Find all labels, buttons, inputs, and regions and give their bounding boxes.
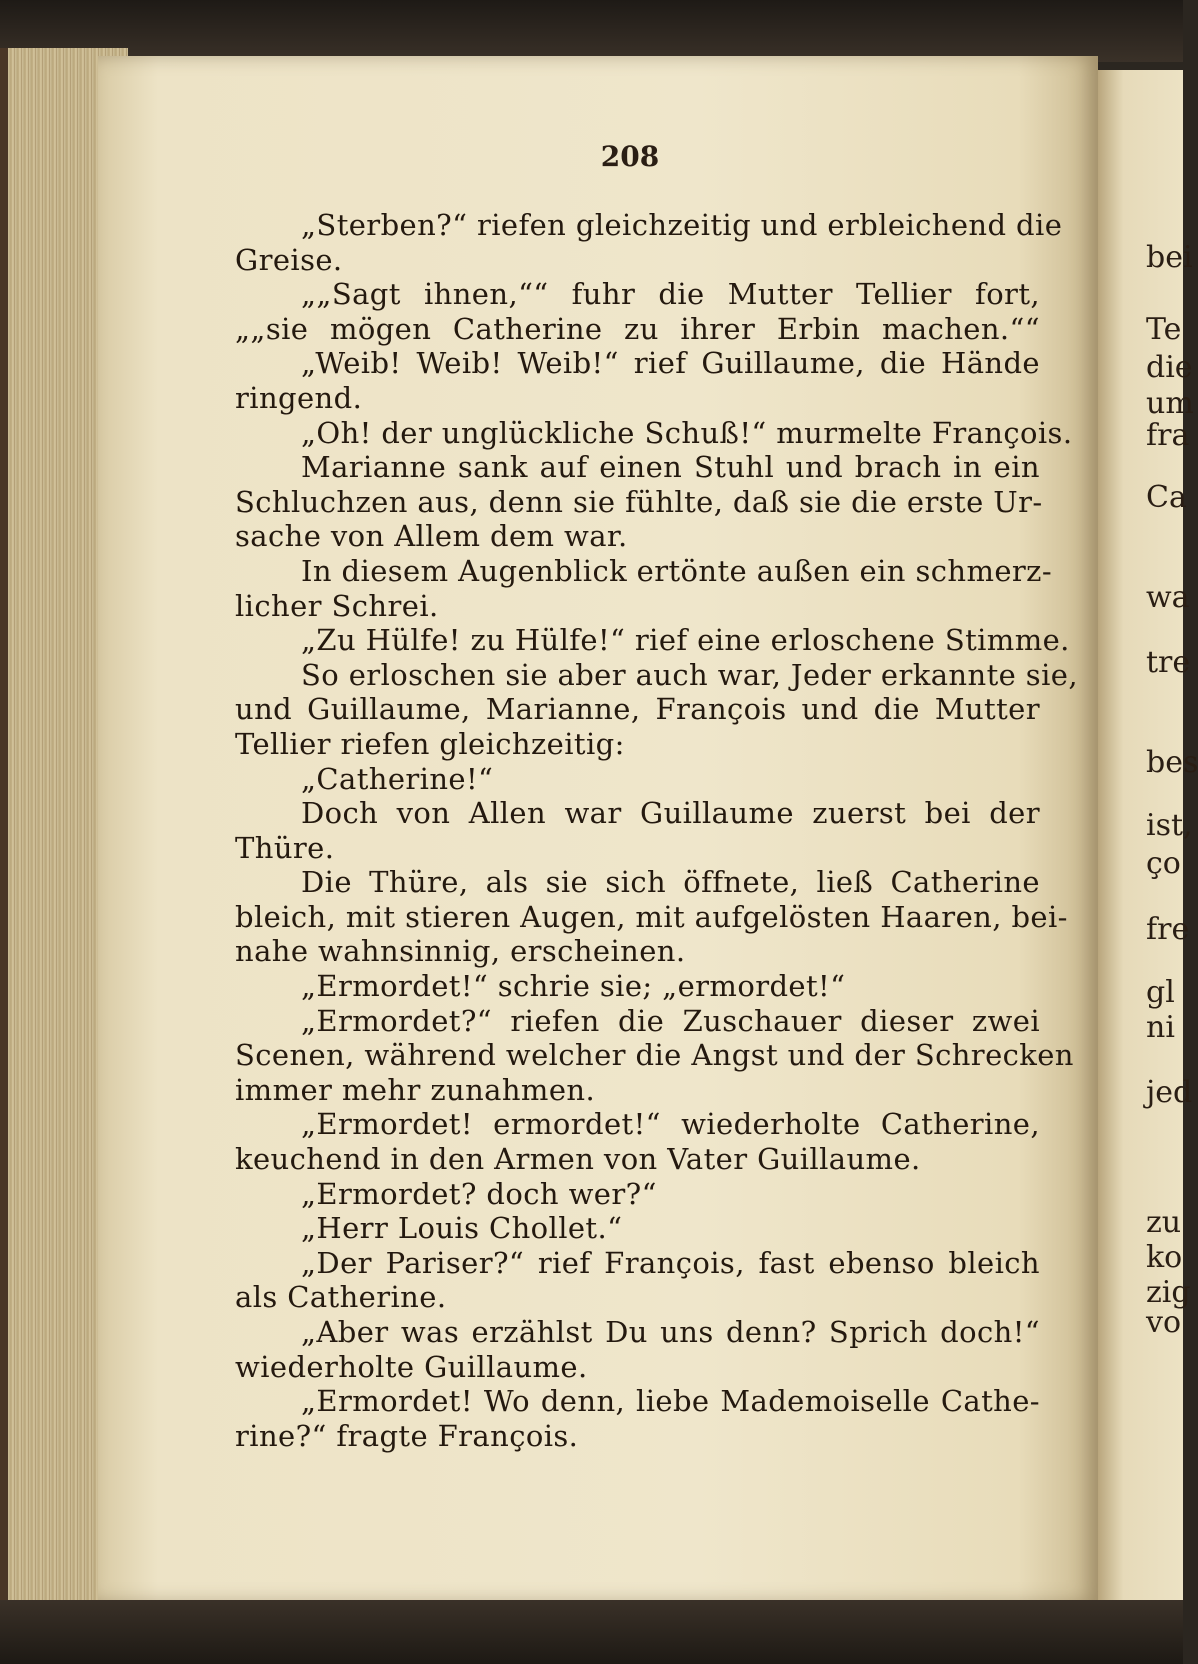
facing-page-fragment: bes <box>1146 745 1198 780</box>
facing-page-fragment: fra <box>1146 418 1190 453</box>
text-line: „Sterben?“ riefen gleichzeitig und erbleichend die <box>301 208 1063 242</box>
text-line: „Oh! der unglückliche Schuß!“ murmelte François. <box>301 415 1073 450</box>
text-line: Schluchzen aus, denn sie fühlte, daß sie die erste Ur- <box>235 484 1043 519</box>
text-line: „Ermordet?“ riefen die Zuschauer dieser zwei <box>301 1003 1040 1038</box>
facing-page-fragment: vo <box>1146 1305 1182 1340</box>
text-line: immer mehr zunahmen. <box>235 1072 596 1107</box>
facing-page-fragment: ko <box>1146 1240 1183 1275</box>
scan-background-top <box>0 0 1183 62</box>
text-line: In diesem Augenblick ertönte außen ein schmerz- <box>301 553 1053 588</box>
text-line: „Ermordet!“ schrie sie; „ermordet!“ <box>301 969 846 1004</box>
text-line: „Zu Hülfe! zu Hülfe!“ rief eine erloschene Stimme. <box>301 623 1070 658</box>
text-line: licher Schrei. <box>235 588 439 623</box>
text-line: Doch von Allen war Guillaume zuerst bei der <box>301 796 1040 831</box>
page-text <box>235 208 1078 1453</box>
text-line: „Catherine!“ <box>301 761 494 796</box>
text-line: „Weib! Weib! Weib!“ rief Guillaume, die Hände <box>301 346 1040 381</box>
text-line: Tellier riefen gleichzeitig: <box>235 726 625 761</box>
facing-page-edge <box>1098 70 1198 1600</box>
facing-page-fragment: gl <box>1146 975 1175 1010</box>
text-line: Die Thüre, als sie sich öffnete, ließ Catherine <box>301 865 1040 900</box>
text-line: „Ermordet! Wo denn, liebe Mademoiselle Cathe- <box>301 1384 1040 1419</box>
facing-page-fragment: um <box>1146 386 1194 421</box>
facing-page-fragment: die <box>1146 350 1193 385</box>
facing-page-fragment: zu <box>1146 1205 1182 1240</box>
text-line: „Ermordet? doch wer?“ <box>301 1176 657 1211</box>
facing-page-fragment: jed <box>1146 1075 1193 1110</box>
page-number: 208 <box>600 140 660 173</box>
text-line: „Der Pariser?“ rief François, fast ebenso bleich <box>301 1245 1040 1280</box>
text-line: bleich, mit stieren Augen, mit aufgelösten Haaren, bei- <box>235 899 1068 934</box>
text-line: Marianne sank auf einen Stuhl und brach in ein <box>301 450 1040 485</box>
facing-page-fragment: fre <box>1146 912 1190 947</box>
text-line: „„sie mögen Catherine zu ihrer Erbin machen.““ <box>235 311 1040 346</box>
text-line: So erloschen sie aber auch war, Jeder erkannte sie, <box>301 657 1078 692</box>
text-line: „Aber was erzählst Du uns denn? Sprich doch!“ <box>301 1315 1040 1349</box>
text-line: sache von Allem dem war. <box>235 519 628 554</box>
text-line: als Catherine. <box>235 1280 447 1315</box>
facing-page-fragment: Te <box>1146 312 1182 347</box>
text-line: wiederholte Guillaume. <box>235 1349 588 1384</box>
text-line: Greise. <box>235 242 343 277</box>
facing-page-fragment: bei <box>1146 240 1193 275</box>
text-line: Thüre. <box>235 830 335 865</box>
facing-page-fragment: zig <box>1146 1275 1191 1310</box>
facing-page-fragment: Ca <box>1146 480 1187 515</box>
text-line: „Herr Louis Chollet.“ <box>301 1211 623 1246</box>
text-line: „Ermordet! ermordet!“ wiederholte Catherine, <box>301 1107 1040 1142</box>
text-line: und Guillaume, Marianne, François und die Mutter <box>235 692 1040 727</box>
text-line: Scenen, während welcher die Angst und der Schrecken <box>235 1038 1074 1073</box>
text-line: „„Sagt ihnen,““ fuhr die Mutter Tellier fort, <box>301 277 1040 312</box>
facing-page-fragment: ist, <box>1146 808 1193 843</box>
facing-page-fragment: tre <box>1146 645 1191 680</box>
facing-page-fragment: ni <box>1146 1010 1175 1045</box>
text-line: rine?“ fragte François. <box>235 1418 579 1453</box>
scan-background-bottom <box>0 1600 1183 1664</box>
facing-page-fragment: wa <box>1146 580 1190 615</box>
text-line: ringend. <box>235 380 363 415</box>
text-line: keuchend in den Armen von Vater Guillaume. <box>235 1142 921 1177</box>
text-line: nahe wahnsinnig, erscheinen. <box>235 934 686 969</box>
facing-page-fragment: ço <box>1146 846 1181 881</box>
